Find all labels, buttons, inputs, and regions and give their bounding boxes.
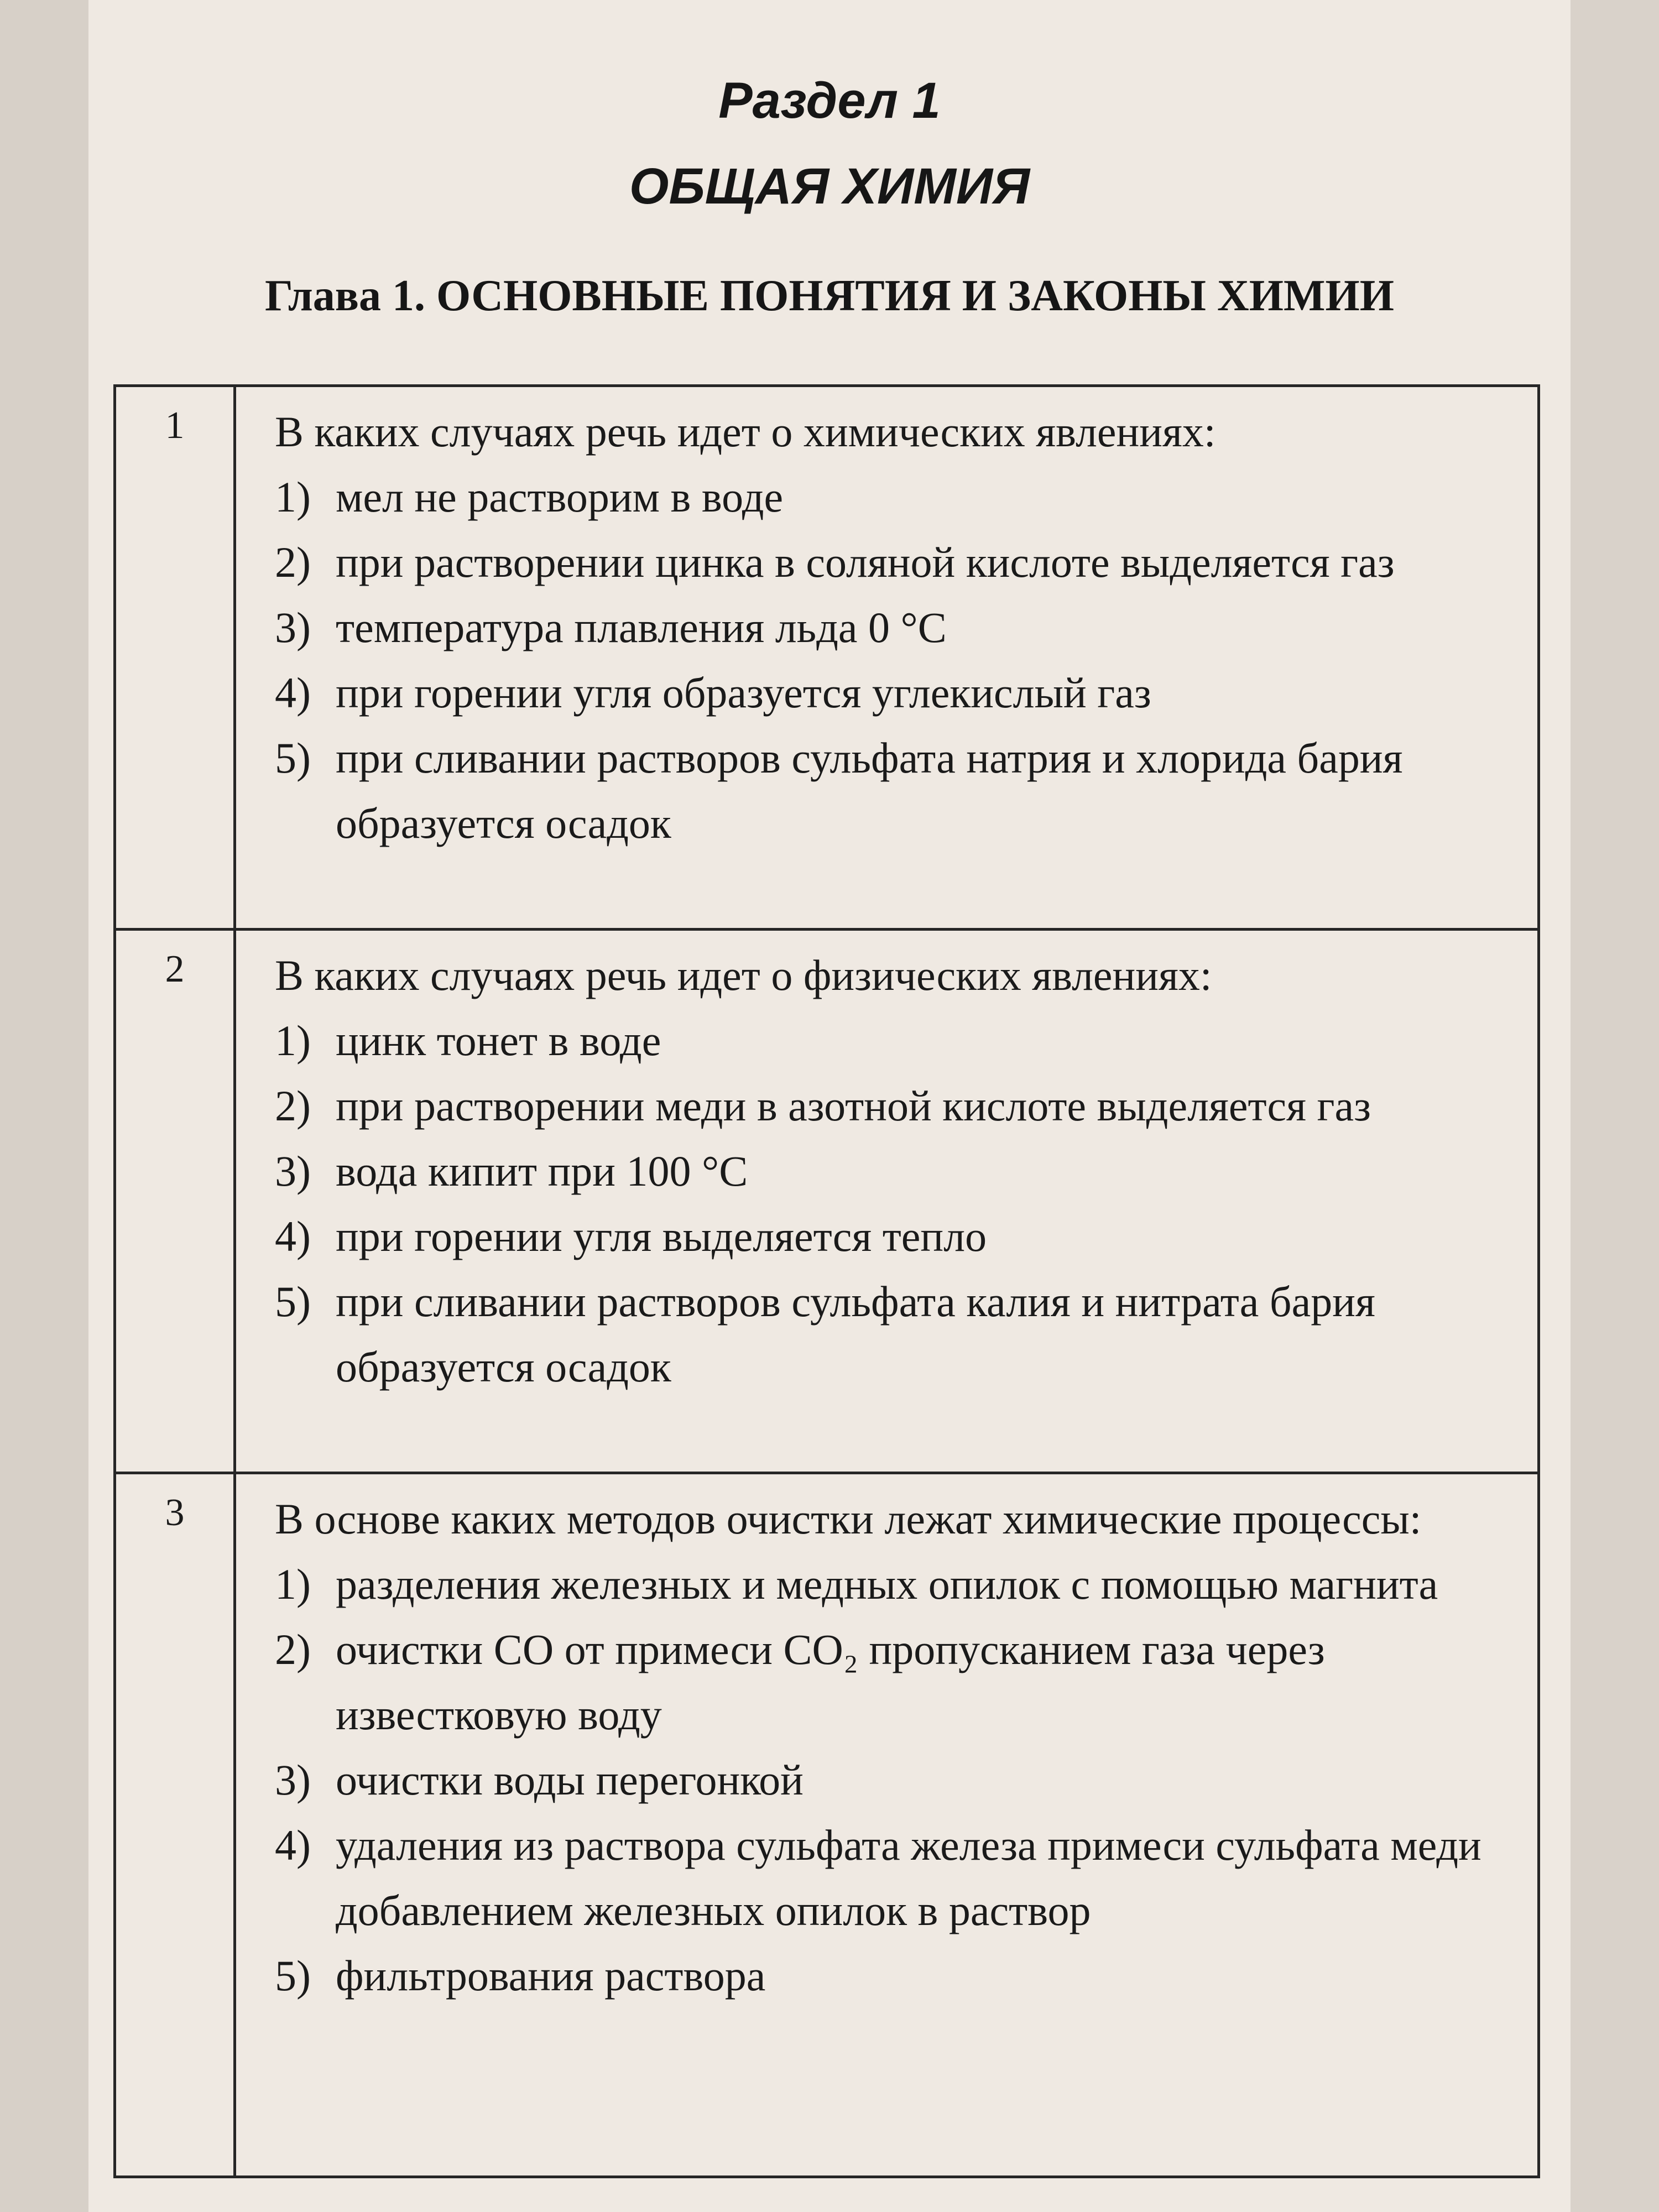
option-number: 5) (275, 734, 311, 782)
question-text: В каких случаях речь идет о химических явлениях: (275, 408, 1216, 456)
answer-option (275, 465, 1515, 530)
options-list (275, 1008, 1515, 1400)
page-edge-left (0, 0, 88, 2212)
option-number: 2) (275, 538, 311, 586)
option-number: 4) (275, 669, 311, 717)
option-number: 3) (275, 1147, 311, 1195)
question-number: 1 (115, 386, 235, 930)
option-number: 2) (275, 1082, 311, 1130)
answer-option (275, 1073, 1515, 1139)
book-page (88, 0, 1571, 2212)
option-text: разделения железных и медных опилок с помощью магнита (336, 1560, 1438, 1608)
question-body (235, 930, 1539, 1473)
option-text: фильтрования раствора (336, 1952, 766, 2000)
answer-option (275, 1617, 1515, 1747)
question-text: В каких случаях речь идет о физических явлениях: (275, 951, 1212, 999)
option-text: при горении угля образуется углекислый газ (336, 669, 1151, 717)
answer-option (275, 1943, 1515, 2008)
question-row (115, 1473, 1539, 2177)
chapter-title: Глава 1. ОСНОВНЫЕ ПОНЯТИЯ И ЗАКОНЫ ХИМИИ (265, 272, 1394, 320)
answer-option (275, 1008, 1515, 1073)
answer-option (275, 1747, 1515, 1813)
option-number: 4) (275, 1212, 311, 1260)
answer-option (275, 1813, 1515, 1943)
option-text: удаления из раствора сульфата железа примеси сульфата меди добавлением железных опилок в раствор (336, 1821, 1481, 1934)
part-title: ОБЩАЯ ХИМИЯ (629, 158, 1030, 215)
answer-option (275, 1552, 1515, 1617)
option-text: при сливании растворов сульфата калия и нитрата бария образуется осадок (336, 1277, 1375, 1391)
option-text: цинк тонет в воде (336, 1016, 661, 1065)
option-text: очистки CO от примеси CO₂ пропусканием газа через известковую воду (336, 1625, 1325, 1739)
answer-option (275, 1139, 1515, 1204)
question-row (115, 930, 1539, 1473)
option-number: 5) (275, 1277, 311, 1326)
option-text: при горении угля выделяется тепло (336, 1212, 987, 1260)
question-body (235, 386, 1539, 930)
question-row (115, 386, 1539, 930)
option-number: 3) (275, 1756, 311, 1804)
option-text: очистки воды перегонкой (336, 1756, 804, 1804)
answer-option (275, 595, 1515, 660)
option-number: 1) (275, 1016, 311, 1065)
option-text: вода кипит при 100 °С (336, 1147, 748, 1195)
option-number: 2) (275, 1625, 311, 1673)
option-text: при растворении меди в азотной кислоте выделяется газ (336, 1082, 1371, 1130)
question-number: 2 (115, 930, 235, 1473)
option-number: 5) (275, 1952, 311, 2000)
question-body (235, 1473, 1539, 2177)
option-number: 1) (275, 473, 311, 521)
section-label: Раздел 1 (718, 72, 941, 129)
answer-option (275, 1269, 1515, 1400)
option-text: при сливании растворов сульфата натрия и хлорида бария образуется осадок (336, 734, 1403, 847)
page-edge-right (1571, 0, 1659, 2212)
options-list (275, 1552, 1515, 2008)
question-text: В основе каких методов очистки лежат химические процессы: (275, 1495, 1422, 1543)
option-number: 1) (275, 1560, 311, 1608)
question-number: 3 (115, 1473, 235, 2177)
answer-option (275, 1204, 1515, 1269)
answer-option (275, 726, 1515, 856)
option-text: температура плавления льда 0 °С (336, 603, 947, 651)
questions-table (113, 384, 1540, 2178)
answer-option (275, 660, 1515, 726)
option-text: мел не растворим в воде (336, 473, 784, 521)
option-number: 3) (275, 603, 311, 651)
answer-option (275, 530, 1515, 595)
option-number: 4) (275, 1821, 311, 1869)
option-text: при растворении цинка в соляной кислоте выделяется газ (336, 538, 1395, 586)
options-list (275, 465, 1515, 856)
